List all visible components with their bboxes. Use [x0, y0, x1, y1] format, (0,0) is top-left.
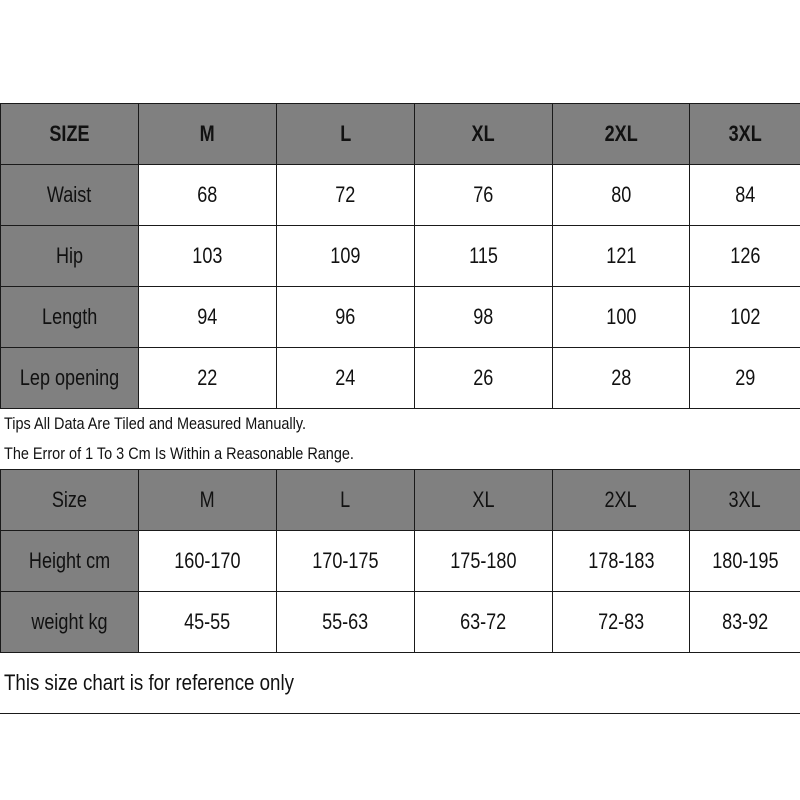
- measurement-tip: Tips All Data Are Tiled and Measured Manually.: [4, 414, 307, 433]
- table-row: [1, 531, 800, 592]
- reference-disclaimer: This size chart is for reference only: [0, 653, 800, 714]
- table-cell: 126: [690, 226, 800, 287]
- table-cell: 76: [415, 165, 553, 226]
- table-cell: 55-63: [277, 592, 415, 653]
- header-cell: L: [277, 470, 415, 531]
- fit-table: [0, 469, 800, 653]
- error-tolerance-note: The Error of 1 To 3 Cm Is Within a Reasonable Range.: [4, 444, 354, 463]
- table-cell: 72: [277, 165, 415, 226]
- header-cell: 3XL: [690, 104, 800, 165]
- table-cell: 175-180: [415, 531, 553, 592]
- table-cell: 98: [415, 287, 553, 348]
- table-cell: 96: [277, 287, 415, 348]
- table-cell: 45-55: [139, 592, 277, 653]
- table-cell: 22: [139, 348, 277, 409]
- table-cell: 63-72: [415, 592, 553, 653]
- table-cell: 180-195: [690, 531, 800, 592]
- row-label: Waist: [1, 165, 139, 226]
- size-table: [0, 103, 800, 409]
- table-row: [1, 348, 800, 409]
- header-cell: XL: [415, 104, 553, 165]
- table-cell: 94: [139, 287, 277, 348]
- table-cell: 28: [553, 348, 690, 409]
- size-table-header-row: [1, 104, 800, 165]
- table-cell: 115: [415, 226, 553, 287]
- table-cell: 178-183: [553, 531, 690, 592]
- row-label: Hip: [1, 226, 139, 287]
- table-cell: 68: [139, 165, 277, 226]
- header-cell: L: [277, 104, 415, 165]
- table-cell: 29: [690, 348, 800, 409]
- header-cell: 2XL: [553, 470, 690, 531]
- row-label: Length: [1, 287, 139, 348]
- table-cell: 102: [690, 287, 800, 348]
- row-label: weight kg: [1, 592, 139, 653]
- header-cell: Size: [1, 470, 139, 531]
- row-label: Lep opening: [1, 348, 139, 409]
- table-row: [1, 592, 800, 653]
- table-cell: 103: [139, 226, 277, 287]
- table-cell: 109: [277, 226, 415, 287]
- table-row: [1, 287, 800, 348]
- table-cell: 84: [690, 165, 800, 226]
- table-cell: 121: [553, 226, 690, 287]
- table-cell: 72-83: [553, 592, 690, 653]
- header-cell: 2XL: [553, 104, 690, 165]
- header-cell: SIZE: [1, 104, 139, 165]
- table-cell: 100: [553, 287, 690, 348]
- header-cell: XL: [415, 470, 553, 531]
- table-cell: 83-92: [690, 592, 800, 653]
- header-cell: M: [139, 104, 277, 165]
- header-cell: 3XL: [690, 470, 800, 531]
- table-cell: 26: [415, 348, 553, 409]
- size-chart: [0, 103, 800, 714]
- table-row: [1, 165, 800, 226]
- fit-table-header-row: [1, 470, 800, 531]
- table-cell: 24: [277, 348, 415, 409]
- table-row: [1, 226, 800, 287]
- header-cell: M: [139, 470, 277, 531]
- table-cell: 160-170: [139, 531, 277, 592]
- row-label: Height cm: [1, 531, 139, 592]
- table-cell: 80: [553, 165, 690, 226]
- table-cell: 170-175: [277, 531, 415, 592]
